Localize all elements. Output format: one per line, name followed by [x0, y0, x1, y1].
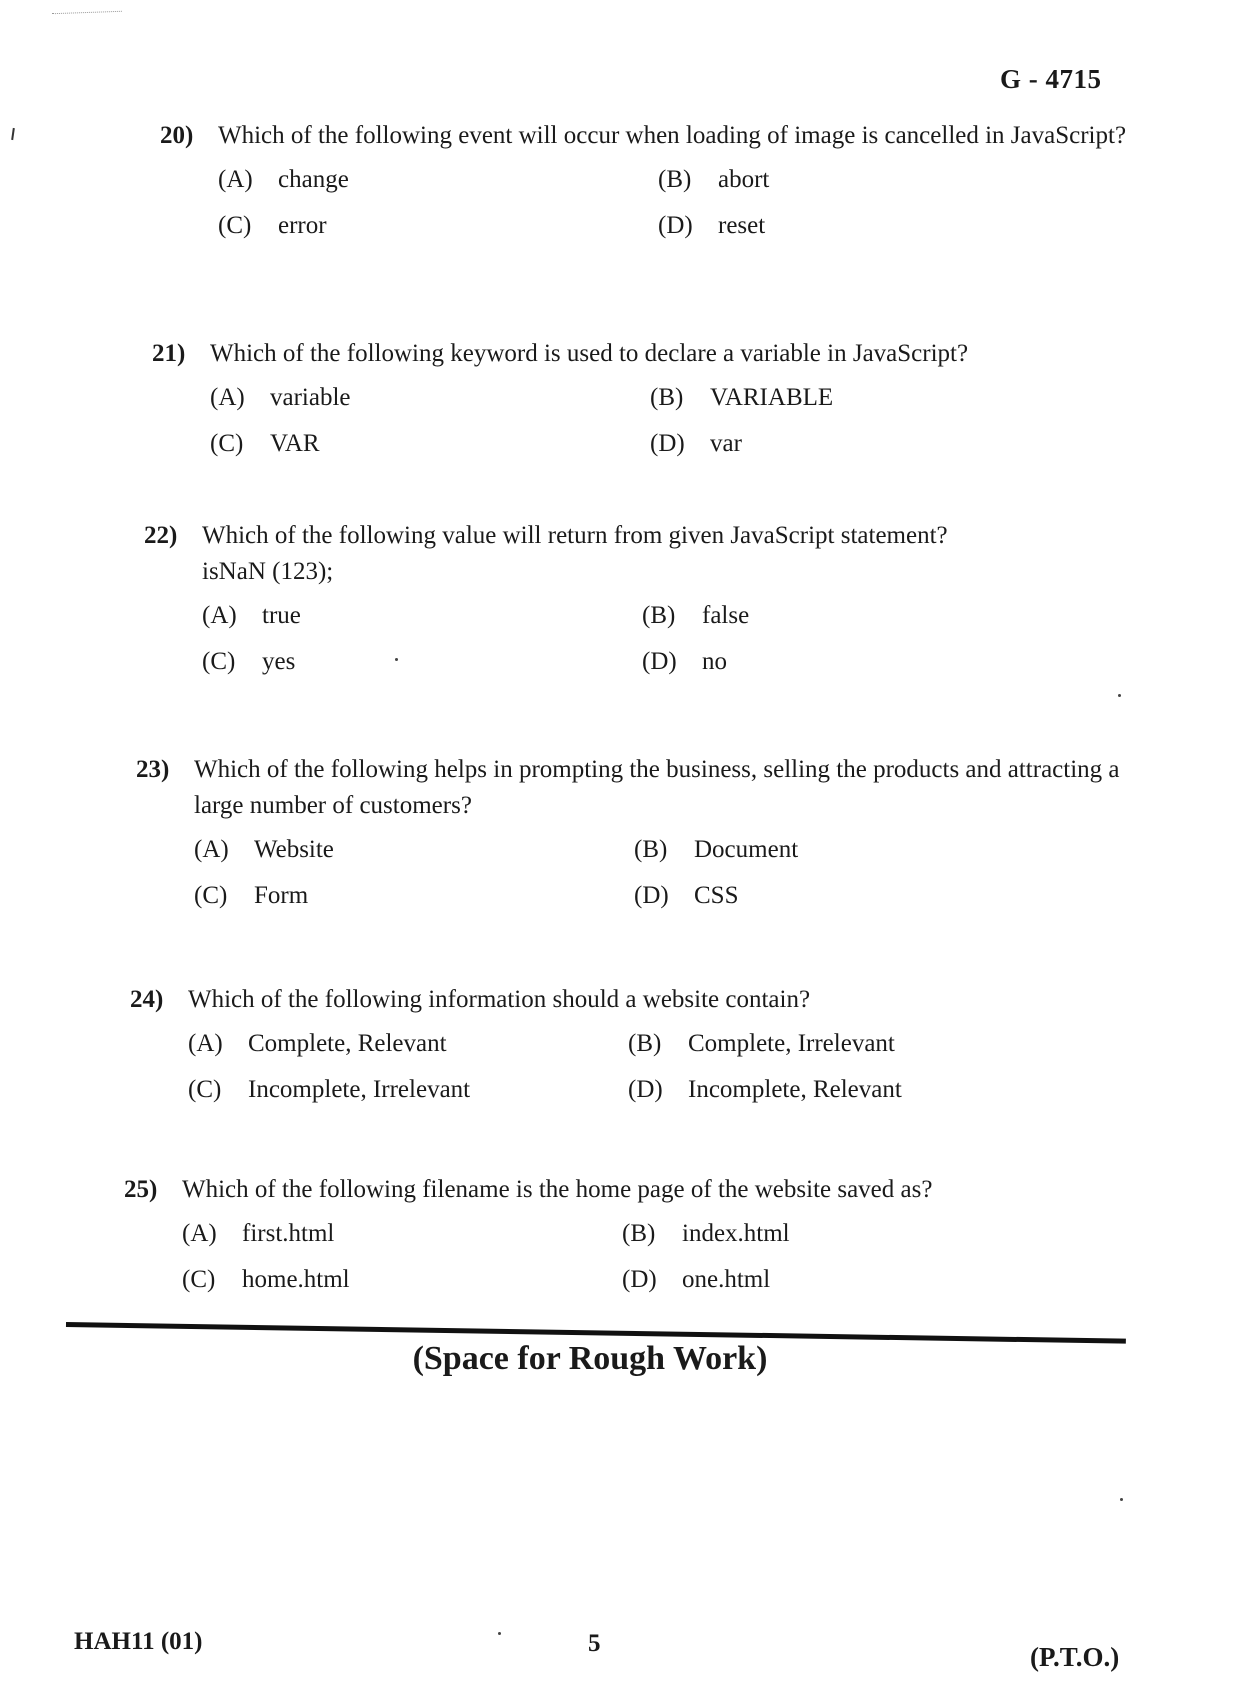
question-24 — [130, 982, 1120, 1108]
speck — [395, 658, 398, 661]
option-d: (D) reset — [658, 212, 766, 239]
option-b: (B) abort — [658, 166, 770, 193]
option-a: (A) Website — [194, 836, 334, 863]
option-b: (B) Document — [634, 836, 799, 863]
question-number: 22) — [144, 522, 178, 549]
option-a: (A) first.html — [182, 1220, 335, 1247]
question-text: Which of the following helps in prompting the business, selling the products and attracting a large number of customers? — [194, 756, 1120, 819]
option-a: (A) true — [202, 602, 301, 629]
question-number: 20) — [160, 122, 194, 149]
option-c: (C) Form — [194, 882, 309, 909]
options — [210, 380, 1132, 462]
options — [188, 1026, 1120, 1108]
options — [194, 832, 1126, 914]
option-b: (B) false — [642, 602, 750, 629]
stamp-mark — [52, 11, 122, 22]
option-a: (A) change — [218, 166, 349, 193]
option-c: (C) Incomplete, Irrelevant — [188, 1076, 471, 1103]
question-text: Which of the following keyword is used to declare a variable in JavaScript? — [210, 340, 969, 367]
question-number: 24) — [130, 986, 164, 1013]
option-d: (D) Incomplete, Relevant — [628, 1076, 902, 1103]
question-number: 23) — [136, 756, 170, 783]
option-b: (B) VARIABLE — [650, 384, 834, 411]
speck — [1118, 694, 1121, 697]
page-number: 5 — [588, 1630, 601, 1657]
options — [202, 598, 1124, 680]
options — [182, 1216, 1124, 1298]
paper-code-header: G - 4715 — [1000, 64, 1102, 94]
speck — [498, 1632, 501, 1635]
code-statement: isNaN (123); — [202, 558, 334, 585]
please-turn-over: (P.T.O.) — [1030, 1642, 1120, 1672]
question-text: Which of the following event will occur when loading of image is cancelled in JavaScript? — [218, 122, 1127, 149]
speck — [1120, 1498, 1123, 1501]
question-number: 21) — [152, 340, 186, 367]
options — [218, 162, 1140, 244]
option-c: (C) error — [218, 212, 327, 239]
question-text: Which of the following value will return from given JavaScript statement? — [202, 522, 948, 549]
question-21 — [152, 336, 1132, 462]
option-a: (A) Complete, Relevant — [188, 1030, 447, 1057]
option-d: (D) var — [650, 430, 742, 457]
footer-paper-code: HAH11 (01) — [74, 1628, 203, 1655]
question-20 — [160, 118, 1140, 244]
question-text: Which of the following information should a website contain? — [188, 986, 811, 1013]
question-text: Which of the following filename is the home page of the website saved as? — [182, 1176, 933, 1203]
option-c: (C) home.html — [182, 1266, 350, 1293]
option-d: (D) one.html — [622, 1266, 771, 1293]
option-d: (D) no — [642, 648, 727, 675]
option-c: (C) VAR — [210, 430, 320, 457]
question-number: 25) — [124, 1176, 158, 1203]
option-c: (C) yes — [202, 648, 296, 675]
question-25 — [124, 1172, 1124, 1298]
question-23 — [136, 752, 1126, 914]
option-d: (D) CSS — [634, 882, 739, 909]
option-b: (B) Complete, Irrelevant — [628, 1030, 895, 1057]
question-22 — [144, 518, 1124, 680]
option-b: (B) index.html — [622, 1220, 790, 1247]
edge-mark — [11, 128, 15, 140]
rough-work-heading: (Space for Rough Work) — [412, 1340, 768, 1377]
option-a: (A) variable — [210, 384, 351, 411]
